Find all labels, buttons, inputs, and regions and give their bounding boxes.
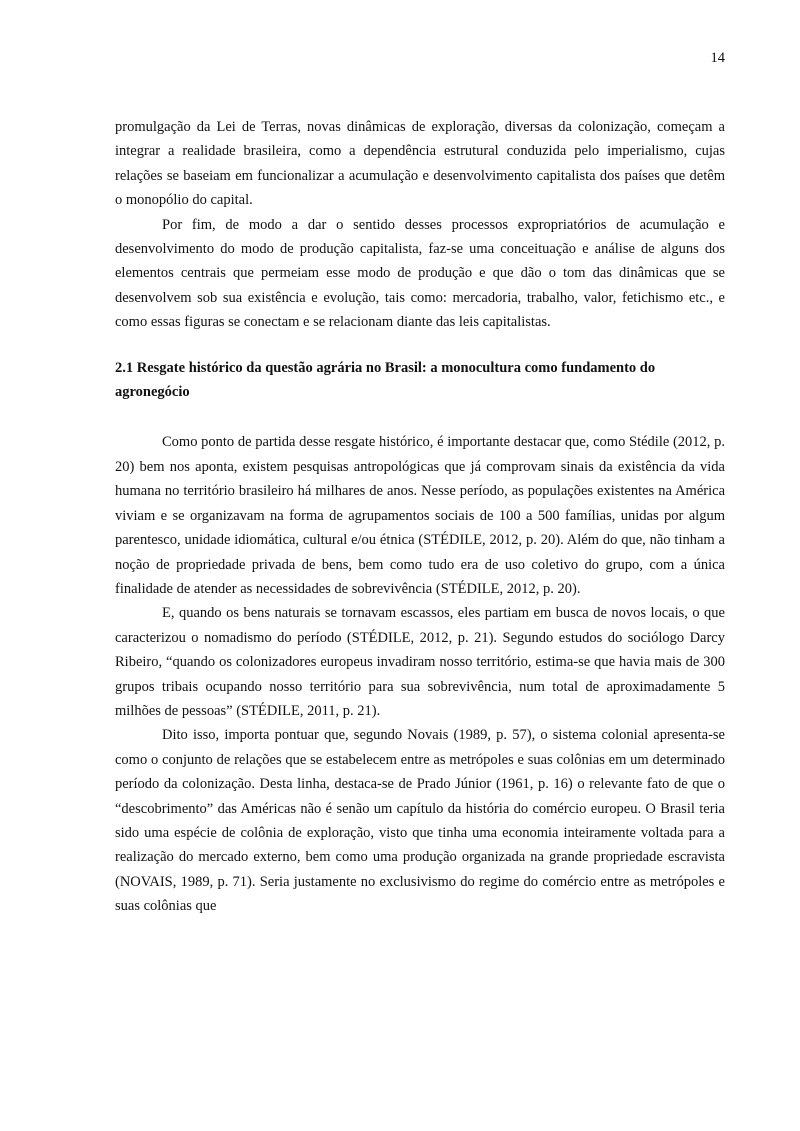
paragraph: Dito isso, importa pontuar que, segundo Novais (1989, p. 57), o sistema colonial apresenta-se como o conjunto de relações que se estabelecem entre as metrópoles e suas colônias em um determinado período da colonização. Desta linha, destaca-se de Prado Júnior (1961, p. 16) o relevante fato de que o “descobrimento” das Américas não é senão um capítulo da história do comércio europeu. O Brasil teria sido uma espécie de colônia de exploração, visto que tinha uma economia inteiramente voltada para a realização do mercado externo, bem como uma produção organizada na grande propriedade escravista (NOVAIS, 1989, p. 71). Seria justamente no exclusivismo do regime do comércio entre as metrópoles e suas colônias que	[115, 727, 725, 915]
page-number: 14	[710, 50, 725, 66]
paragraph-continued: promulgação da Lei de Terras, novas dinâmicas de exploração, diversas da colonização, começam a integrar a realidade brasileira, como a dependência estrutural conduzida pelo imperialismo, cujas relações se baseiam em funcionalizar a acumulação e desenvolvimento capitalista dos países que detêm o monopólio do capital.	[115, 119, 725, 209]
section-heading: 2.1 Resgate histórico da questão agrária no Brasil: a monocultura como fundamento do agronegócio	[115, 359, 656, 401]
paragraph: E, quando os bens naturais se tornavam escassos, eles partiam em busca de novos locais, o que caracterizou o nomadismo do período (STÉDILE, 2012, p. 21). Segundo estudos do sociólogo Darcy Ribeiro, “quando os colonizadores europeus invadiram nosso território, estima-se que havia mais de 300 grupos tribais ocupando nosso território para sua sobrevivência, num total de aproximadamente 5 milhões de pessoas” (STÉDILE, 2011, p. 21).	[115, 605, 725, 719]
paragraph: Por fim, de modo a dar o sentido desses processos expropriatórios de acumulação e desenvolvimento do modo de produção capitalista, faz-se uma conceituação e análise de alguns dos elementos centrais que permeiam esse modo de produção e que dão o tom das dinâmicas que se desenvolvem sob sua existência e evolução, tais como: mercadoria, trabalho, valor, fetichismo etc., e como essas figuras se conectam e se relacionam diante das leis capitalistas.	[115, 216, 725, 331]
page-body	[115, 115, 725, 919]
paragraph: Como ponto de partida desse resgate histórico, é importante destacar que, como Stédile (2012, p. 20) bem nos aponta, existem pesquisas antropológicas que já comprovam sinais da existência da vida humana no território brasileiro há milhares de anos. Nesse período, as populações existentes na América viviam e se organizavam na forma de agrupamentos sociais de 100 a 500 famílias, unidas por algum parentesco, unidade idiomática, cultural e/ou étnica (STÉDILE, 2012, p. 20). Além do que, não tinham a noção de propriedade privada de bens, bem como tudo era de uso coletivo do grupo, com a única finalidade de atender as necessidades de sobrevivência (STÉDILE, 2012, p. 20).	[115, 434, 725, 597]
